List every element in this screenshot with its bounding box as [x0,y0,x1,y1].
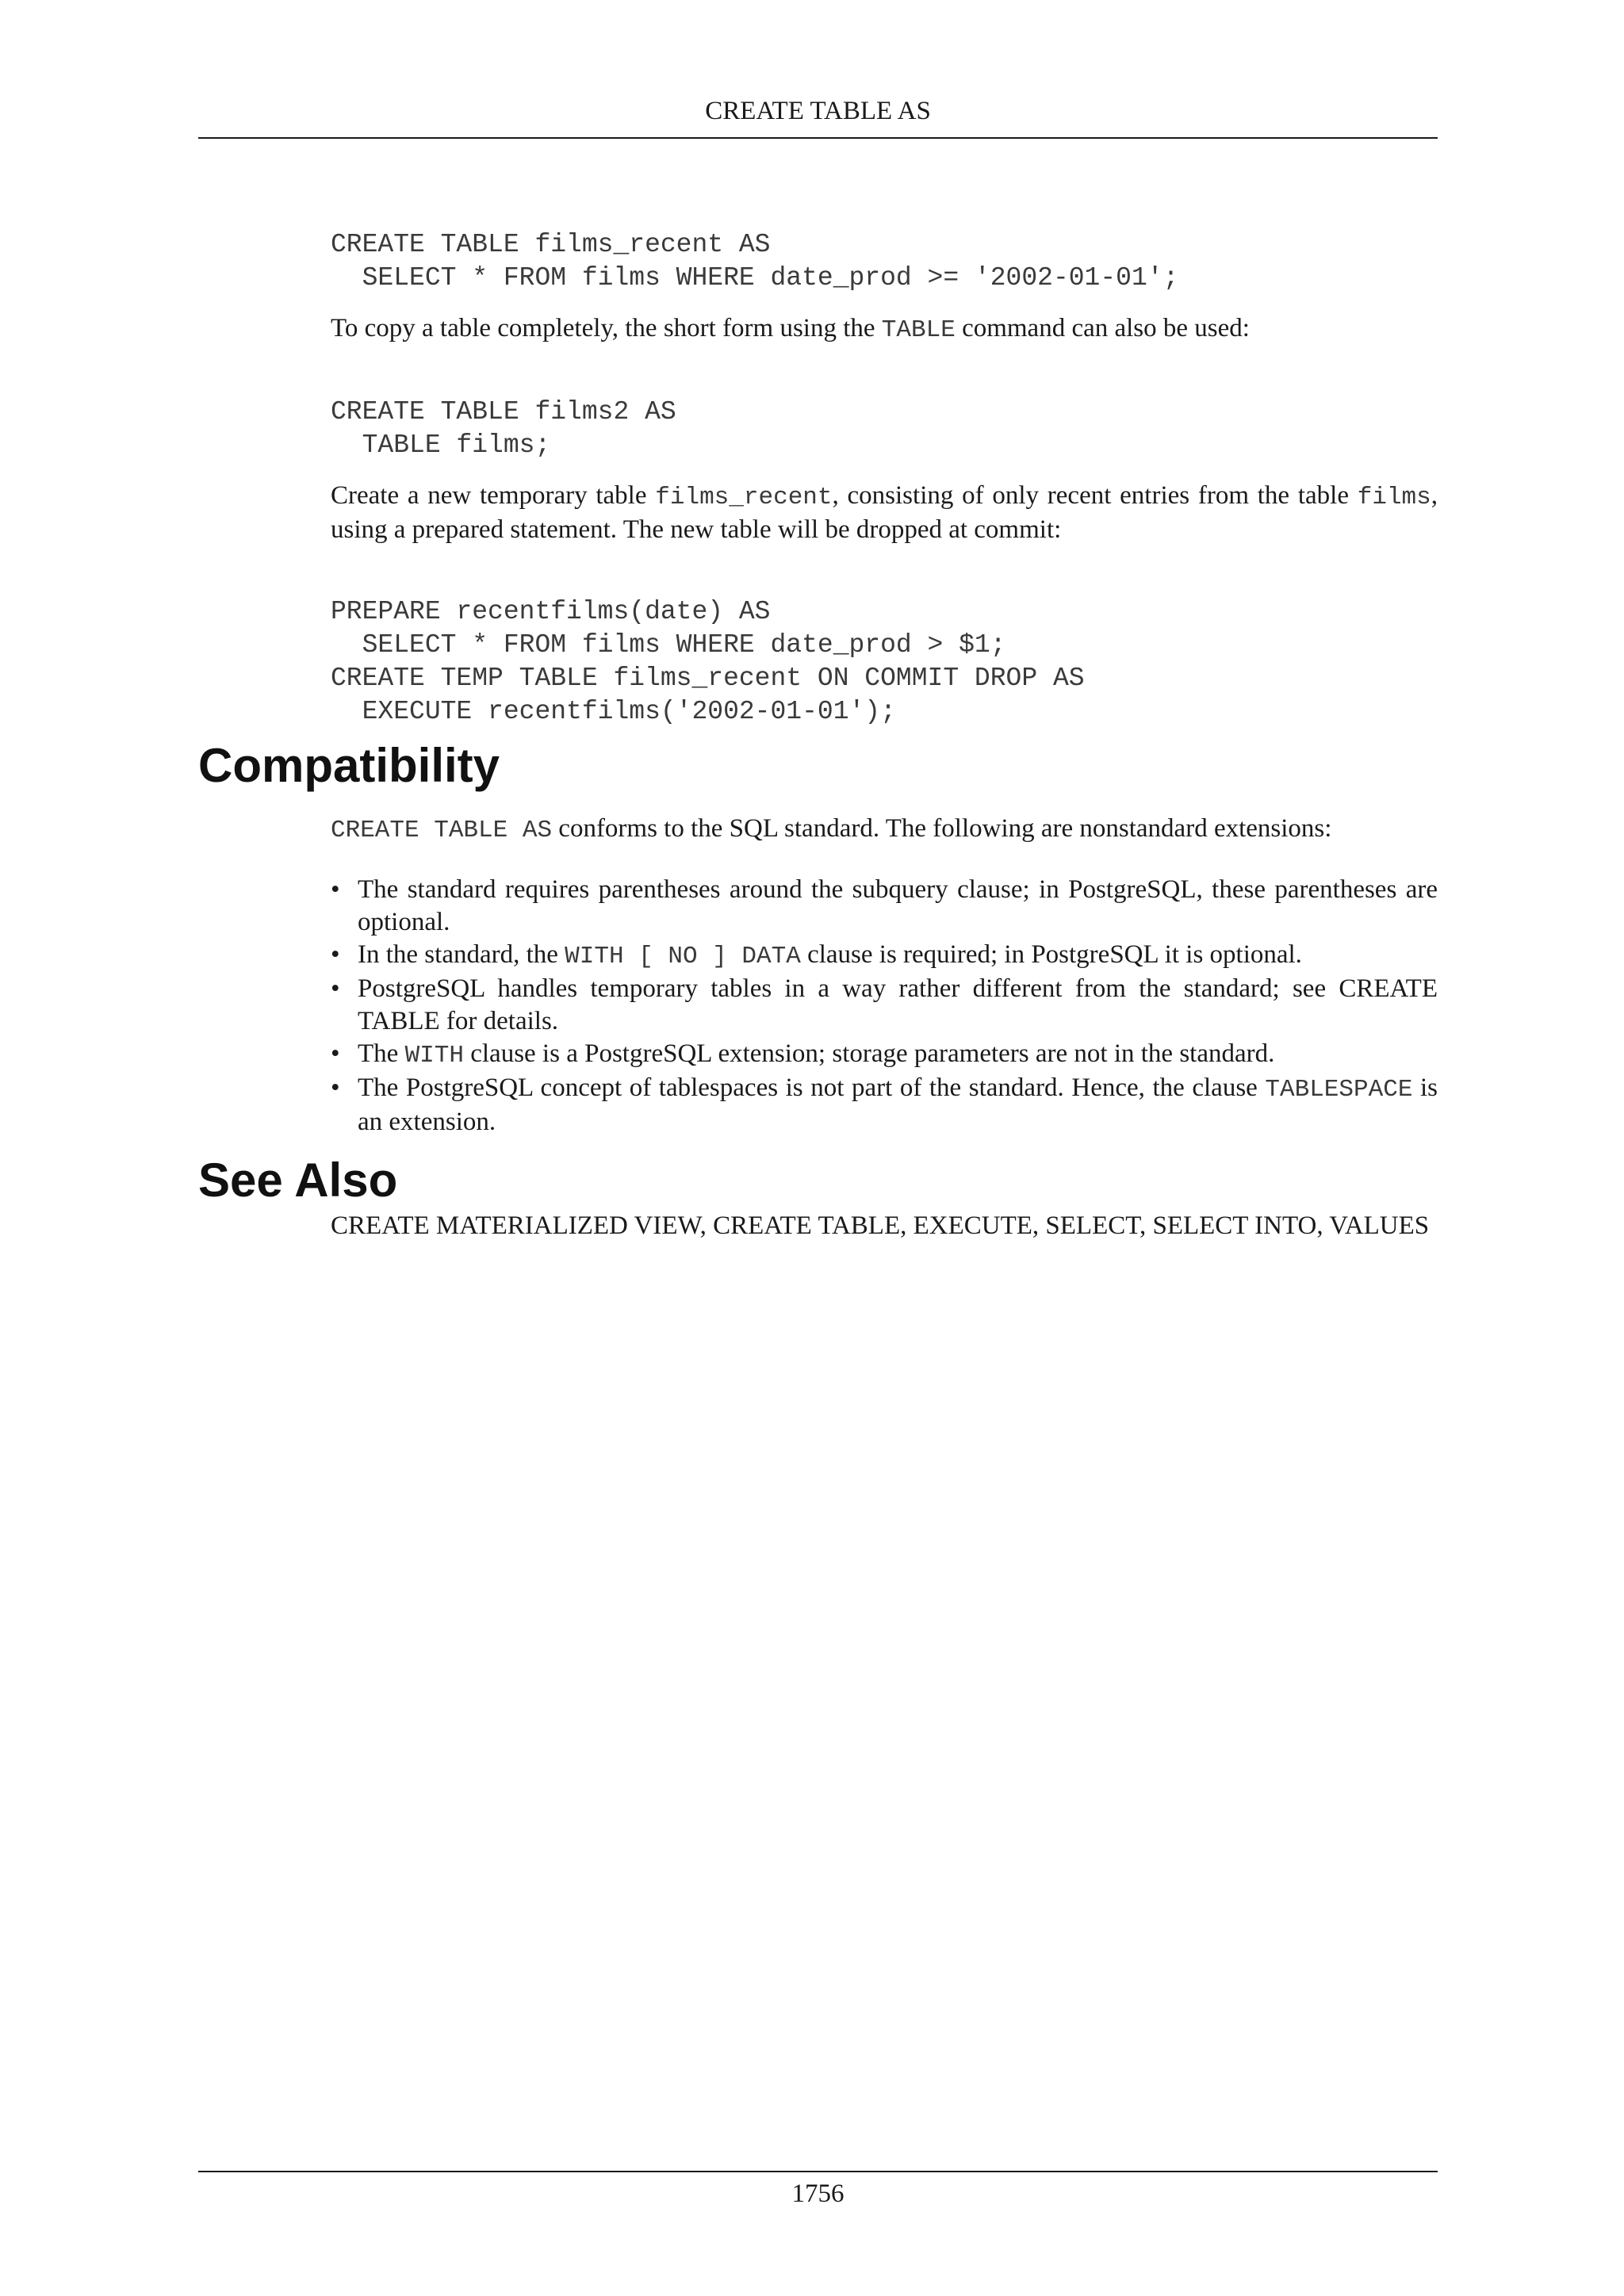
inline-code-films-recent: films_recent [655,484,833,511]
list-item-text: The PostgreSQL concept of tablespaces is not part of the standard. Hence, the clause [358,1073,1266,1102]
compatibility-intro [331,813,1438,847]
page-number: 1756 [791,2179,845,2208]
bullet-icon: • [331,1039,340,1068]
running-header: CREATE TABLE AS [705,97,931,125]
list-item [331,1038,1438,1072]
paragraph-text: Create a new temporary table [331,481,656,510]
page-content [0,228,1624,1242]
list-item-text: The standard requires parentheses around the subquery clause; in PostgreSQL, these parentheses are optional. [358,875,1438,936]
list-item-text: clause is a PostgreSQL extension; storage parameters are not in the standard. [463,1039,1275,1068]
bullet-icon: • [331,1073,340,1102]
code-example-films-recent: CREATE TABLE films_recent AS SELECT * FROM films WHERE date_prod >= '2002-01-01'; [331,230,1179,293]
paragraph-text: , consisting of only recent entries from the table [832,481,1358,510]
bullet-icon: • [331,875,340,904]
inline-code-with-no-data: WITH [ NO ] DATA [565,943,801,970]
inline-code-with: WITH [404,1042,464,1070]
code-example-prepare: PREPARE recentfilms(date) AS SELECT * FROM films WHERE date_prod > $1; CREATE TEMP TABLE films_recent ON COMMIT DROP AS EXECUTE recentfilms('2002-01-01'); [331,597,1085,726]
bullet-icon: • [331,974,340,1003]
see-also-block [331,1210,1438,1242]
list-item-text: In the standard, the [358,940,565,969]
paragraph-text: conforms to the SQL standard. The following are nonstandard extensions: [552,814,1332,843]
section-heading-compatibility: Compatibility [198,739,500,792]
paragraph-text: To copy a table completely, the short form using the [331,314,882,342]
code-example-films2: CREATE TABLE films2 AS TABLE films; [331,397,676,460]
list-item-text: The [358,1039,405,1068]
section-heading-see-also: See Also [198,1154,398,1207]
inline-code-table: TABLE [881,316,956,344]
inline-code-create-table-as: CREATE TABLE AS [331,817,553,844]
list-item [331,939,1438,973]
list-item-text: clause is required; in PostgreSQL it is optional. [800,940,1302,969]
list-item-text: PostgreSQL handles temporary tables in a way rather different from the standard; see CREATE TABLE for details. [358,974,1438,1035]
list-item [331,1072,1438,1138]
inline-code-tablespace: TABLESPACE [1265,1076,1413,1104]
paragraph-copy-table [331,312,1438,346]
inline-code-films: films [1357,484,1431,511]
bullet-icon: • [331,940,340,969]
paragraph-temp-table [331,480,1438,546]
compatibility-block [331,813,1438,1138]
header-rule [198,137,1438,139]
compatibility-list [331,874,1438,1138]
paragraph-text: , using a prepared statement. The new table will be dropped at commit: [331,481,1438,544]
examples-block [331,228,1438,729]
list-item [331,874,1438,939]
see-also-text: CREATE MATERIALIZED VIEW, CREATE TABLE, EXECUTE, SELECT, SELECT INTO, VALUES [331,1211,1430,1240]
list-item [331,973,1438,1038]
list-item-text: is an extension. [358,1073,1438,1136]
footer-rule [198,2171,1438,2172]
paragraph-text: command can also be used: [955,314,1250,342]
